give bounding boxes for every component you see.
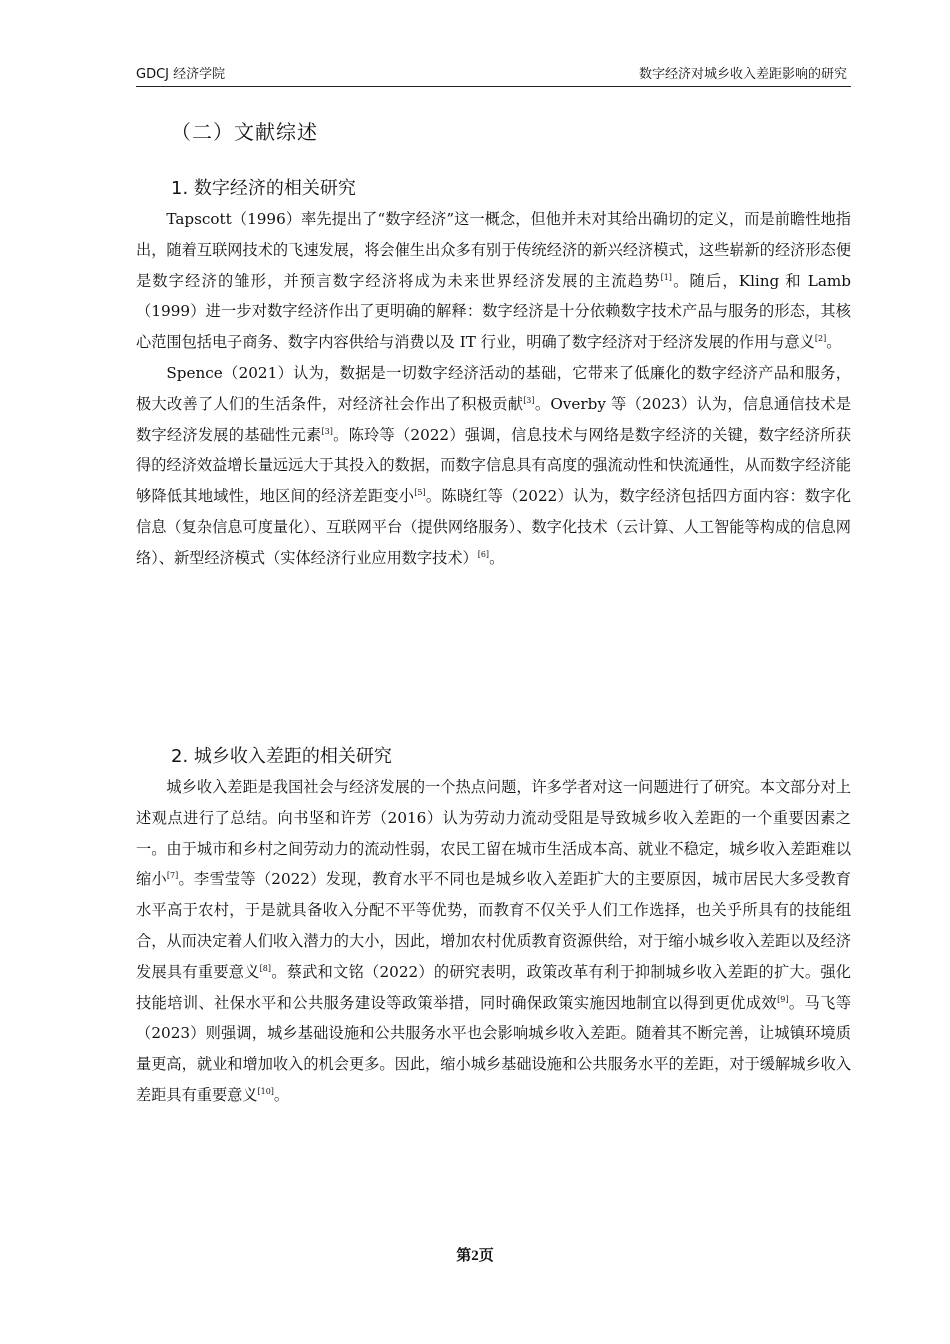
page-number: 第2页 [456,1248,494,1264]
citation-ref: [3] [321,426,333,436]
citation-ref: [9] [777,994,789,1004]
section-title: （二）文献综述 [171,120,318,144]
paragraph-text: 。马飞等（2023）则强调，城乡基础设施和公共服务水平也会影响城乡收入差距。随着其不断完善，让城镇环境质量更高，就业和增加收入的机会更多。因此，缩小城乡基础设施和公共服务水平的差距，对于缓解城乡收入差距具有重要意义 [136,993,852,1104]
subsection-title-income-gap: 2. 城乡收入差距的相关研究 [171,746,392,767]
header-institution: GDCJ 经济学院 [136,67,226,82]
paragraph-text: 。 [489,548,505,567]
citation-ref: [2] [814,334,827,344]
citation-ref: [8] [259,963,272,973]
header-thesis-title: 数字经济对城乡收入差距影响的研究 [638,67,847,82]
page-header [136,64,851,87]
paragraph-text: 。Overby 等（2023）认为，信息通信技术是数字经济发展的基础性元素 [136,394,852,444]
subsection-title-digital-economy: 1. 数字经济的相关研究 [171,178,356,199]
paragraph-text: 。蔡武和文铭（2022）的研究表明，政策改革有利于抑制城乡收入差距的扩大。强化技能培训、社保水平和公共服务建设等政策举措，同时确保政策实施因地制宜以得到更优成效 [136,962,851,1012]
paragraph [136,772,851,1111]
paragraph-text: 。李雪莹等（2022）发现，教育水平不同也是城乡收入差距扩大的主要原因，城市居民大多受教育水平高于农村，于是就具备收入分配不平等优势，而教育不仅关乎人们工作选择，也关乎所具有的技能组合，从而决定着人们收入潜力的大小，因此，增加农村优质教育资源供给，对于缩小城乡收入差距以及经济发展具有重要意义 [136,870,851,981]
paragraph-text: Tapscott（1996）率先提出了“数字经济”这一概念，但他并未对其给出确切的定义，而是前瞻性地指出，随着互联网技术的飞速发展，将会催生出众多有别于传统经济的新兴经济模式，这些崭新的经济形态便是数字经济的雏形，并预言数字经济将成为未来世界经济发展的主流趋势 [136,210,851,290]
paragraph-text: 。 [273,1085,290,1104]
paragraph [136,204,851,358]
citation-ref: [5] [414,488,426,498]
citation-ref: [3] [523,395,535,405]
subsection-body-digital-economy [136,204,851,574]
paragraph-text: Spence（2021）认为，数据是一切数字经济活动的基础，它带来了低廉化的数字经济产品和服务，极大改善了人们的生活条件，对经济社会作出了积极贡献 [136,363,851,413]
paragraph-text: 。 [826,333,842,352]
citation-ref: [10] [257,1086,274,1096]
citation-ref: [7] [166,871,179,881]
citation-ref: [6] [477,549,490,559]
paragraph-text: 。随后，Kling 和 Lamb（1999）进一步对数字经济作出了更明确的解释：数字经济是十分依赖数字技术产品与服务的形态，其核心范围包括电子商务、数字内容供给与消费以及 IT 行业，明确了数字经济对于经济发展的作用与意义 [136,271,852,352]
citation-ref: [1] [660,272,672,282]
paragraph [136,358,851,574]
paragraph-text: 。陈晓红等（2022）认为，数字经济包括四方面内容：数字化信息（复杂信息可度量化）、互联网平台（提供网络服务）、数字化技术（云计算、人工智能等构成的信息网络）、新型经济模式（实体经济行业应用数字技术） [136,487,852,567]
paragraph-text: 城乡收入差距是我国社会与经济发展的一个热点问题，许多学者对这一问题进行了研究。本文部分对上述观点进行了总结。向书坚和许芳（2016）认为劳动力流动受阻是导致城乡收入差距的一个重要因素之一。由于城市和乡村之间劳动力的流动性弱，农民工留在城市生活成本高、就业不稳定，城乡收入差距难以缩小 [136,778,851,889]
subsection-body-income-gap [136,772,851,1111]
paragraph-text: 。陈玲等（2022）强调，信息技术与网络是数字经济的关键，数字经济所获得的经济效益增长量远远大于其投入的数据，而数字信息具有高度的强流动性和快流通性，从而数字经济能够降低其地域性，地区间的经济差距变小 [136,425,852,506]
